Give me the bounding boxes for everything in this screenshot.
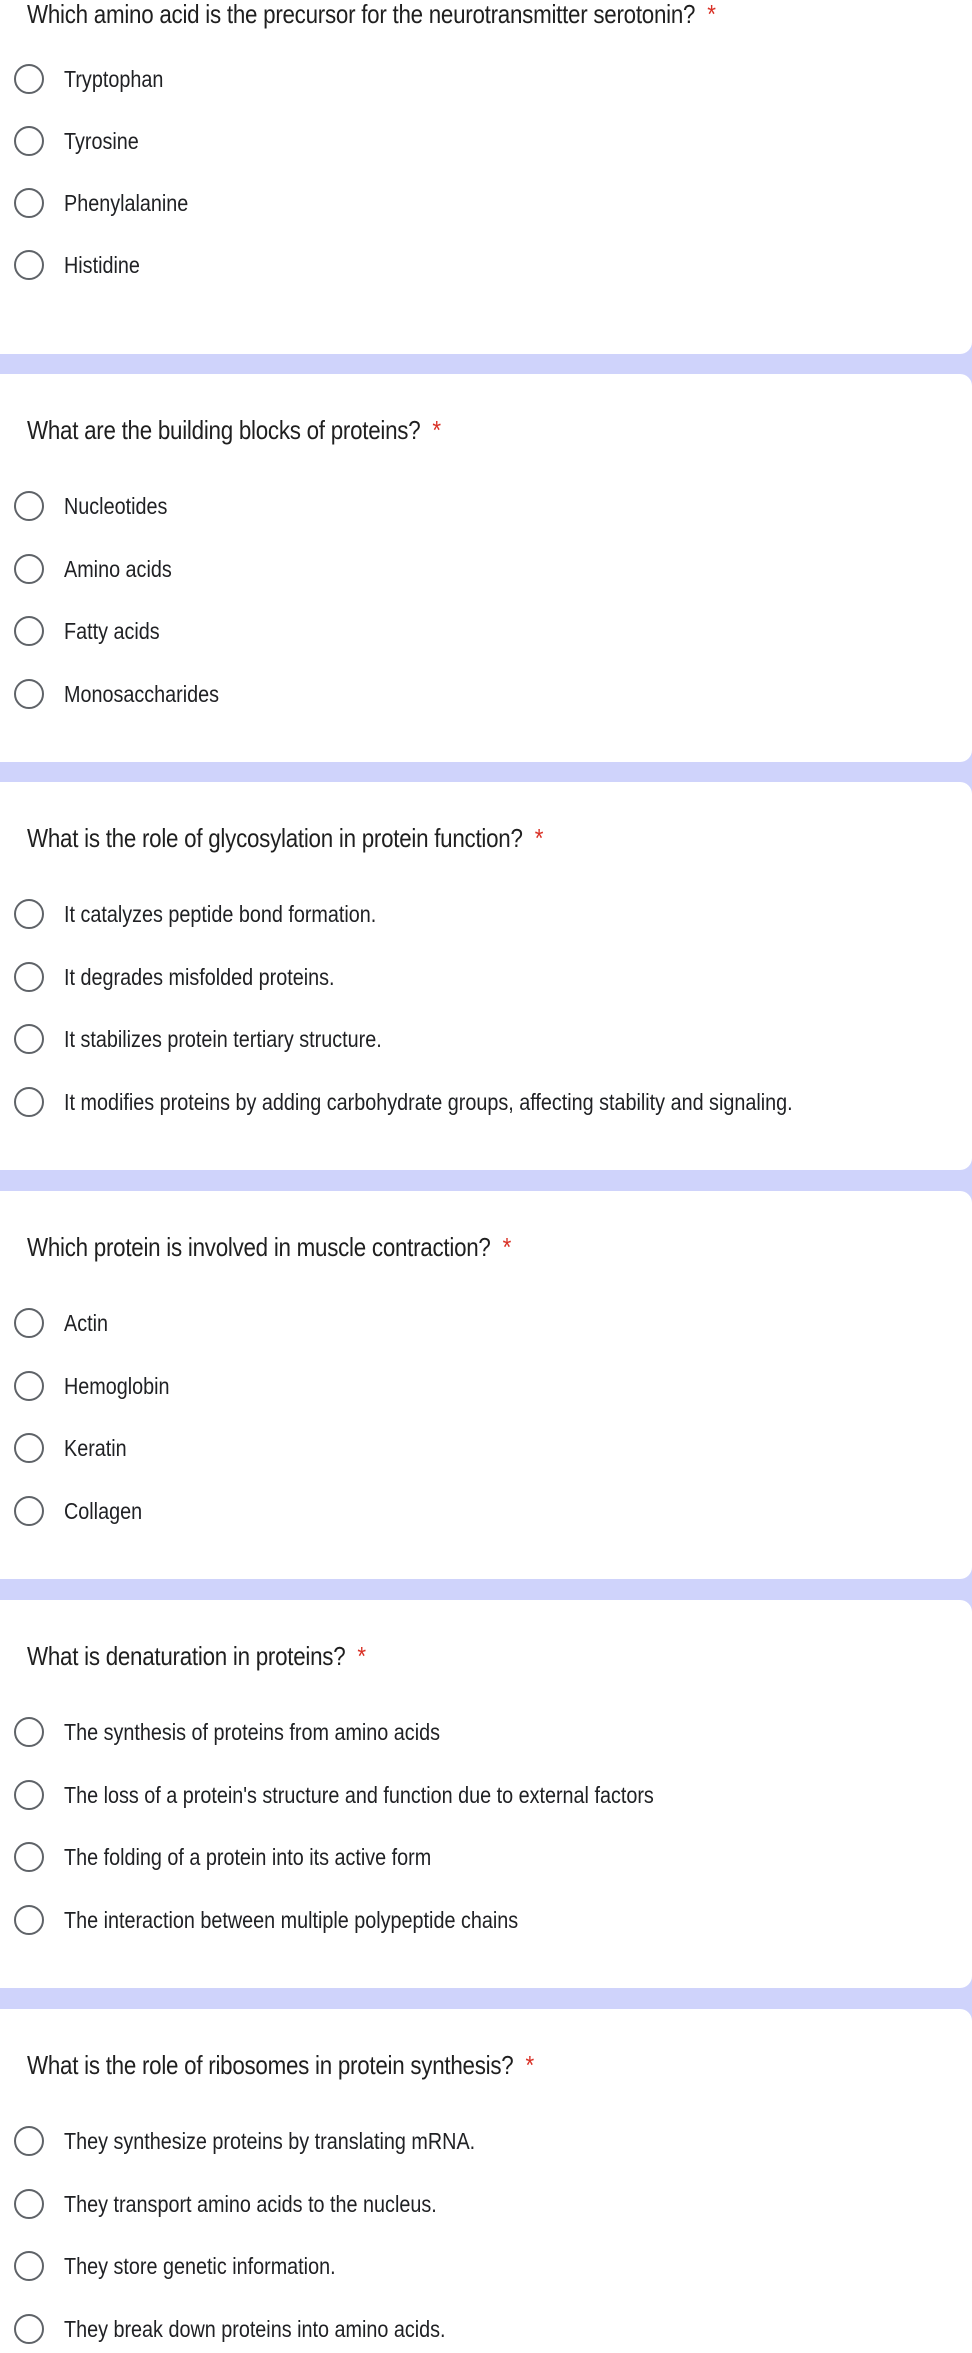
question-card — [0, 374, 972, 762]
question-text: Which amino acid is the precursor for the neurotransmitter serotonin? — [27, 0, 696, 29]
option-label: The loss of a protein's structure and function due to external factors — [64, 1781, 654, 1808]
question-title — [27, 417, 441, 443]
option-label: Nucleotides — [64, 492, 168, 519]
answer-option[interactable] — [14, 1366, 954, 1406]
answer-option[interactable] — [14, 611, 954, 651]
option-label: Fatty acids — [64, 617, 160, 644]
radio-button[interactable] — [14, 1842, 44, 1872]
required-asterisk: * — [707, 0, 716, 29]
radio-button[interactable] — [14, 1308, 44, 1338]
answer-option[interactable] — [14, 674, 954, 714]
radio-button[interactable] — [14, 1371, 44, 1401]
required-asterisk: * — [502, 1232, 512, 1262]
answer-option[interactable] — [14, 1775, 954, 1815]
radio-button[interactable] — [14, 616, 44, 646]
question-title — [27, 1643, 366, 1669]
option-label: It degrades misfolded proteins. — [64, 963, 335, 990]
answer-option[interactable] — [14, 59, 954, 99]
question-title — [27, 1, 716, 27]
answer-option[interactable] — [14, 1082, 954, 1122]
option-label: Collagen — [64, 1497, 143, 1524]
radio-button[interactable] — [14, 1717, 44, 1747]
option-label: It modifies proteins by adding carbohydrate groups, affecting stability and signaling. — [64, 1088, 793, 1115]
radio-button[interactable] — [14, 1780, 44, 1810]
question-title — [27, 825, 543, 851]
radio-button[interactable] — [14, 2126, 44, 2156]
option-label: It stabilizes protein tertiary structure. — [64, 1025, 382, 1052]
answer-option[interactable] — [14, 1428, 954, 1468]
answer-option[interactable] — [14, 957, 954, 997]
question-text: What is the role of ribosomes in protein synthesis? — [27, 2050, 514, 2080]
radio-button[interactable] — [14, 250, 44, 280]
answer-option[interactable] — [14, 2184, 954, 2224]
radio-button[interactable] — [14, 1905, 44, 1935]
answer-option[interactable] — [14, 2246, 954, 2286]
option-label: They transport amino acids to the nucleus. — [64, 2190, 437, 2217]
question-title — [27, 2052, 534, 2078]
radio-button[interactable] — [14, 1024, 44, 1054]
option-label: It catalyzes peptide bond formation. — [64, 900, 377, 927]
required-asterisk: * — [525, 2050, 534, 2080]
radio-button[interactable] — [14, 1496, 44, 1526]
required-asterisk: * — [432, 415, 441, 445]
option-label: They synthesize proteins by translating mRNA. — [64, 2127, 476, 2154]
answer-option[interactable] — [14, 2121, 954, 2161]
radio-button[interactable] — [14, 679, 44, 709]
radio-button[interactable] — [14, 491, 44, 521]
radio-button[interactable] — [14, 2314, 44, 2344]
question-text: What are the building blocks of proteins? — [27, 415, 421, 445]
option-label: Keratin — [64, 1434, 127, 1461]
answer-option[interactable] — [14, 1491, 954, 1531]
option-label: The folding of a protein into its active form — [64, 1843, 432, 1870]
answer-option[interactable] — [14, 2309, 954, 2349]
radio-button[interactable] — [14, 2189, 44, 2219]
radio-button[interactable] — [14, 1433, 44, 1463]
answer-option[interactable] — [14, 549, 954, 589]
required-asterisk: * — [357, 1641, 366, 1671]
radio-button[interactable] — [14, 1087, 44, 1117]
question-card — [0, 782, 972, 1170]
question-text: What is the role of glycosylation in protein function? — [27, 823, 523, 853]
answer-option[interactable] — [14, 245, 954, 285]
option-label: The synthesis of proteins from amino acids — [64, 1718, 440, 1745]
question-text: What is denaturation in proteins? — [27, 1641, 346, 1671]
radio-button[interactable] — [14, 2251, 44, 2281]
option-label: The interaction between multiple polypeptide chains — [64, 1906, 519, 1933]
question-card — [0, 1600, 972, 1988]
answer-option[interactable] — [14, 1303, 954, 1343]
option-label: Hemoglobin — [64, 1372, 170, 1399]
answer-option[interactable] — [14, 1900, 954, 1940]
option-label: Phenylalanine — [64, 189, 189, 216]
radio-button[interactable] — [14, 962, 44, 992]
answer-option[interactable] — [14, 1019, 954, 1059]
answer-option[interactable] — [14, 894, 954, 934]
radio-button[interactable] — [14, 64, 44, 94]
option-label: They break down proteins into amino acids. — [64, 2315, 446, 2342]
question-card — [0, 0, 972, 354]
radio-button[interactable] — [14, 188, 44, 218]
radio-button[interactable] — [14, 554, 44, 584]
question-title — [27, 1234, 511, 1260]
option-label: Histidine — [64, 251, 140, 278]
required-asterisk: * — [534, 823, 544, 853]
radio-button[interactable] — [14, 126, 44, 156]
option-label: Actin — [64, 1309, 108, 1336]
option-label: Amino acids — [64, 555, 172, 582]
option-label: Tryptophan — [64, 65, 164, 92]
question-card — [0, 1191, 972, 1579]
radio-button[interactable] — [14, 899, 44, 929]
question-card — [0, 2009, 972, 2353]
option-label: Monosaccharides — [64, 680, 220, 707]
answer-option[interactable] — [14, 121, 954, 161]
question-text: Which protein is involved in muscle contraction? — [27, 1232, 491, 1262]
answer-option[interactable] — [14, 486, 954, 526]
option-label: They store genetic information. — [64, 2252, 336, 2279]
answer-option[interactable] — [14, 183, 954, 223]
option-label: Tyrosine — [64, 127, 139, 154]
answer-option[interactable] — [14, 1837, 954, 1877]
answer-option[interactable] — [14, 1712, 954, 1752]
